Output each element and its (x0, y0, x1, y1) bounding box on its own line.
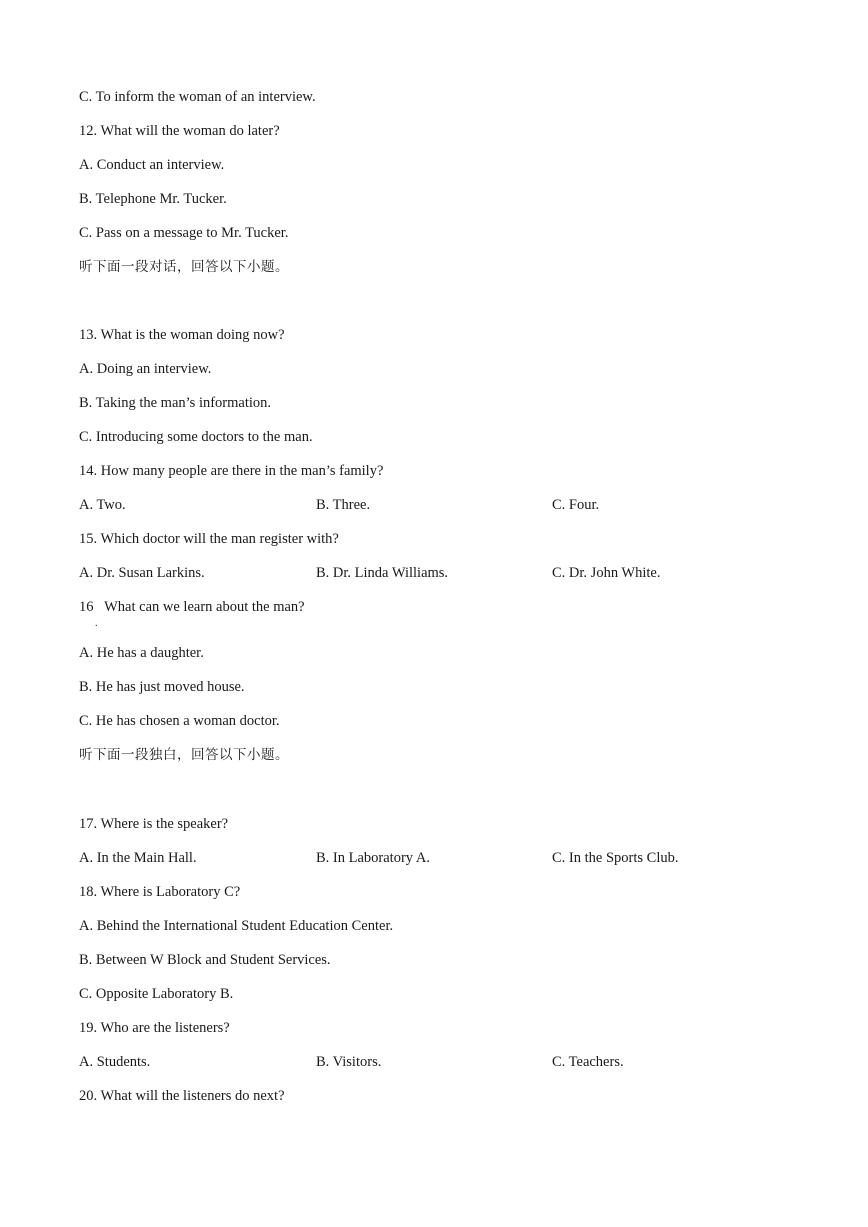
q14-option-a: A. Two. (79, 497, 126, 513)
q18-question: 18. Where is Laboratory C? (79, 884, 241, 900)
q19-option-c: C. Teachers. (552, 1054, 624, 1070)
q17-option-a: A. In the Main Hall. (79, 850, 197, 866)
q15-question: 15. Which doctor will the man register with? (79, 531, 339, 547)
q19-question: 19. Who are the listeners? (79, 1020, 230, 1036)
q18-option-b: B. Between W Block and Student Services. (79, 952, 331, 968)
q11-option-c: C. To inform the woman of an interview. (79, 89, 316, 105)
q13-question: 13. What is the woman doing now? (79, 327, 285, 343)
q16-option-c: C. He has chosen a woman doctor. (79, 713, 280, 729)
section-instruction-monologue: 听下面一段独白，回答以下小题。 (79, 747, 289, 763)
q13-option-a: A. Doing an interview. (79, 361, 212, 377)
q18-option-a: A. Behind the International Student Education Center. (79, 918, 394, 934)
q13-option-c: C. Introducing some doctors to the man. (79, 429, 313, 445)
q13-option-b: B. Taking the man’s information. (79, 395, 272, 411)
q16-option-a: A. He has a daughter. (79, 645, 204, 661)
q14-option-c: C. Four. (552, 497, 600, 513)
q17-option-b: B. In Laboratory A. (316, 850, 430, 866)
section-instruction-dialogue: 听下面一段对话，回答以下小题。 (79, 259, 289, 275)
q16-stray-dot: . (95, 618, 98, 629)
q19-option-b: B. Visitors. (316, 1054, 382, 1070)
q20-question: 20. What will the listeners do next? (79, 1088, 285, 1104)
q14-option-b: B. Three. (316, 497, 371, 513)
q17-question: 17. Where is the speaker? (79, 816, 229, 832)
q12-option-c: C. Pass on a message to Mr. Tucker. (79, 225, 289, 241)
q17-option-c: C. In the Sports Club. (552, 850, 679, 866)
q14-question: 14. How many people are there in the man’s family? (79, 463, 384, 479)
q18-option-c: C. Opposite Laboratory B. (79, 986, 234, 1002)
q12-question: 12. What will the woman do later? (79, 123, 280, 139)
q16-option-b: B. He has just moved house. (79, 679, 245, 695)
q15-option-b: B. Dr. Linda Williams. (316, 565, 449, 581)
q15-option-a: A. Dr. Susan Larkins. (79, 565, 205, 581)
q15-option-c: C. Dr. John White. (552, 565, 661, 581)
q19-option-a: A. Students. (79, 1054, 151, 1070)
q12-option-b: B. Telephone Mr. Tucker. (79, 191, 227, 207)
q12-option-a: A. Conduct an interview. (79, 157, 225, 173)
q16-question: 16 What can we learn about the man? (79, 599, 305, 615)
